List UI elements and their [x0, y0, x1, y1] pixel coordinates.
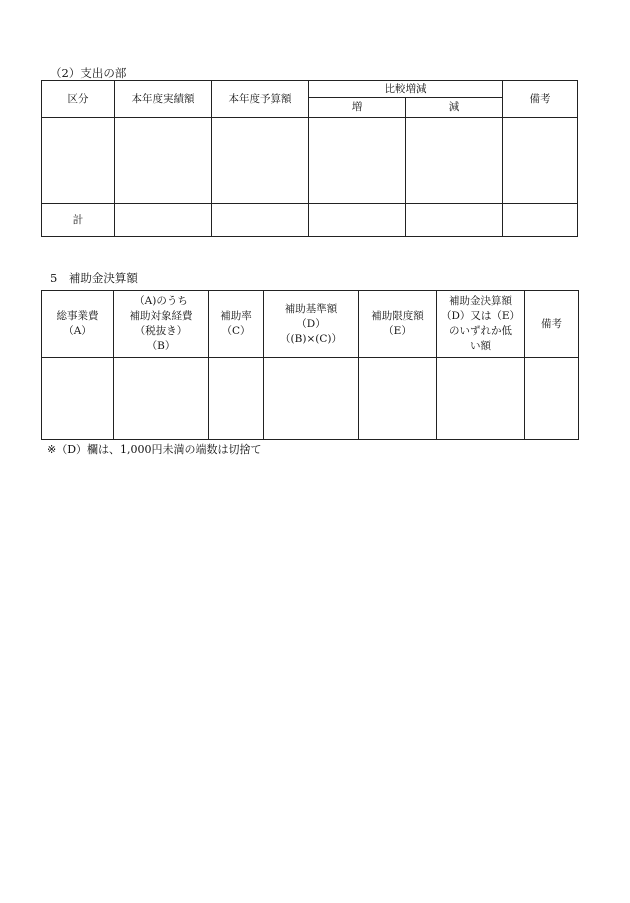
total-cell-decrease: [406, 204, 503, 237]
body-cell-total-cost: [42, 358, 114, 440]
header-line: 補助率: [220, 310, 252, 322]
header-increase: 増: [309, 98, 406, 118]
body-cell-rate: [209, 358, 264, 440]
header-settlement-amount: [437, 291, 525, 358]
header-line: （E）: [383, 325, 412, 337]
header-line: のいずれか低: [449, 325, 512, 337]
header-line: （税抜き）: [134, 325, 188, 337]
total-cell-remarks: [503, 204, 578, 237]
body-cell-increase: [309, 118, 406, 204]
total-label: 計: [42, 204, 115, 237]
header-line: い額: [470, 340, 491, 352]
body-cell-budget: [212, 118, 309, 204]
header-line: 補助基準額: [284, 302, 338, 315]
body-cell-remarks: [525, 358, 579, 440]
body-cell-remarks: [503, 118, 578, 204]
header-limit-amount: [359, 291, 437, 358]
total-cell-budget: [212, 204, 309, 237]
expenditure-table: [41, 80, 578, 237]
total-cell-increase: [309, 204, 406, 237]
header-category: 区分: [42, 81, 115, 118]
header-line: 備考: [541, 317, 562, 330]
header-total-cost: [42, 291, 114, 358]
header-line: 補助金決算額: [449, 295, 512, 307]
header-line: 補助対象経費: [129, 310, 193, 322]
header-line: （B）: [146, 340, 176, 352]
header-line: （C）: [221, 325, 251, 337]
body-cell-settlement: [437, 358, 525, 440]
subsidy-heading: 5 補助金決算額: [50, 271, 138, 285]
header-line: （(B)×(C)）: [280, 332, 342, 345]
header-subsidy-target-cost: [114, 291, 209, 358]
body-cell-subsidy-target: [114, 358, 209, 440]
header-line: 補助限度額: [371, 310, 424, 322]
body-cell-base-amount: [264, 358, 359, 440]
header-remarks: 備考: [503, 81, 578, 118]
body-cell-category: [42, 118, 115, 204]
header-actual-amount: 本年度実績額: [115, 81, 212, 118]
header-base-amount: [264, 291, 359, 358]
header-line: （A）: [63, 325, 92, 337]
header-line: （D）又は（E）: [440, 310, 521, 322]
header-line: 総事業費: [56, 310, 99, 322]
total-cell-actual: [115, 204, 212, 237]
header-budget-amount: 本年度予算額: [212, 81, 309, 118]
header-line: （A)のうち: [134, 295, 188, 307]
body-cell-decrease: [406, 118, 503, 204]
body-cell-actual: [115, 118, 212, 204]
body-cell-limit: [359, 358, 437, 440]
header-remarks: [525, 291, 579, 358]
header-comparison: 比較増減: [309, 81, 503, 98]
header-decrease: 減: [406, 98, 503, 118]
header-line: （D）: [296, 317, 326, 330]
header-subsidy-rate: [209, 291, 264, 358]
expenditure-heading: （2）支出の部: [50, 66, 127, 80]
rounding-note: ※（D）欄は、1,000円未満の端数は切捨て: [47, 443, 262, 456]
subsidy-table: [41, 290, 579, 440]
